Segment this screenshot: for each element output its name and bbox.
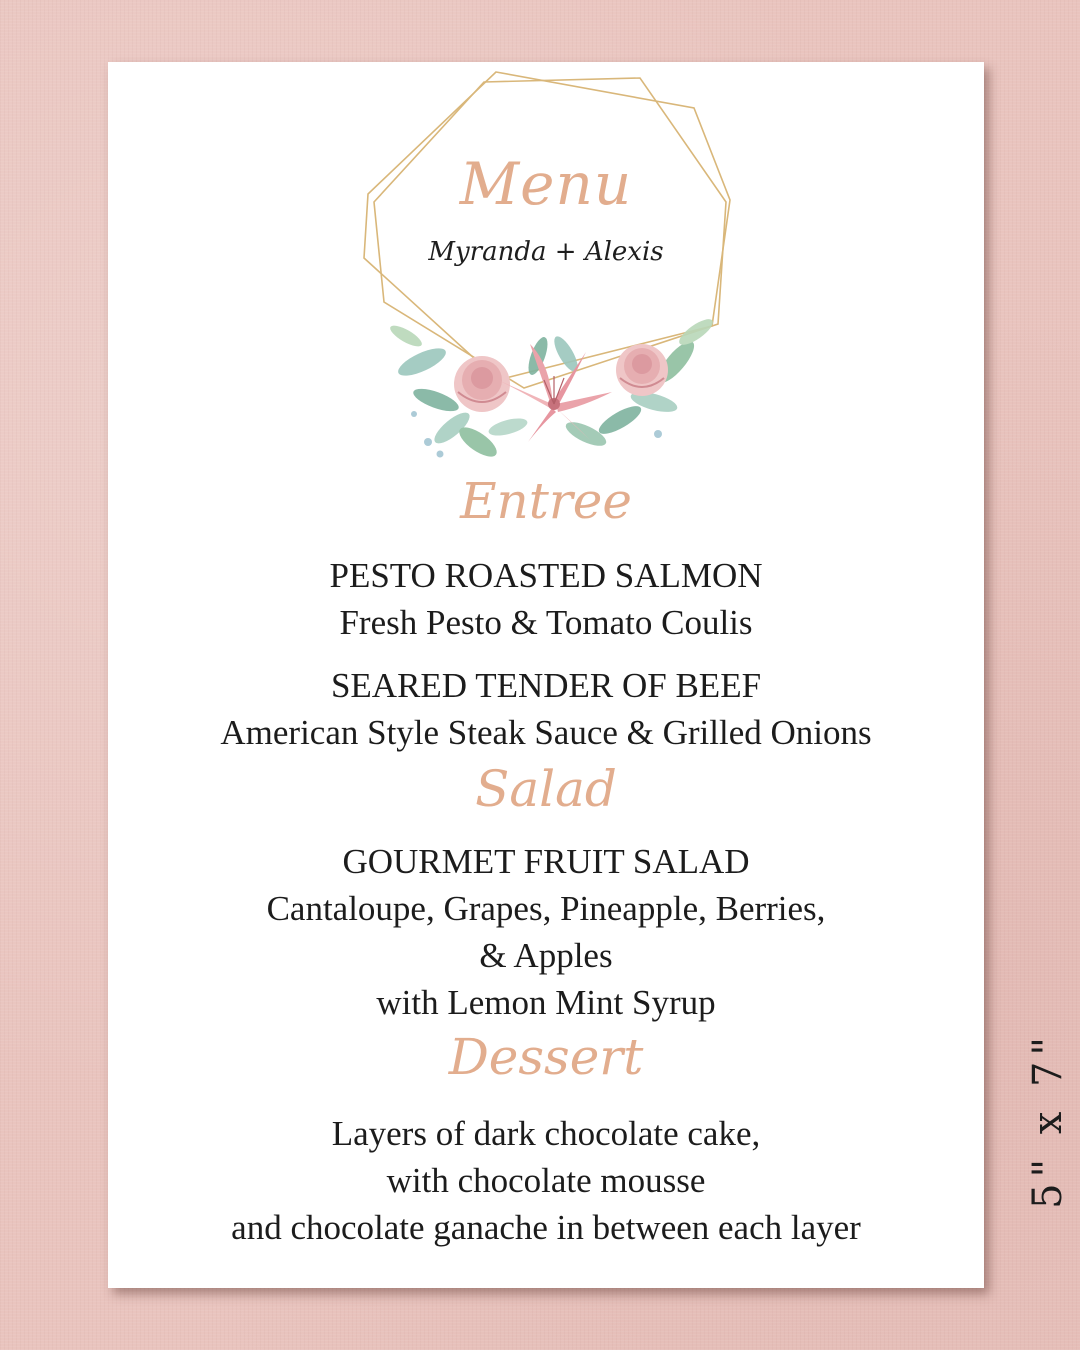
floral-geometric-emblem	[358, 62, 738, 472]
salad-line-3: with Lemon Mint Syrup	[376, 983, 716, 1022]
couple-names: Myranda + Alexis	[428, 237, 664, 267]
entree-item-2-description: American Style Steak Sauce & Grilled Onions	[220, 713, 872, 752]
salad-name: GOURMET FRUIT SALAD	[342, 842, 750, 881]
dessert-line-2: with chocolate mousse	[386, 1161, 706, 1200]
peony-left	[454, 356, 510, 412]
size-label: 5" x 7"	[1025, 1031, 1071, 1209]
menu-card	[108, 62, 984, 1288]
peony-right	[616, 344, 668, 396]
salad-line-1: Cantaloupe, Grapes, Pineapple, Berries,	[266, 889, 826, 928]
salad-line-2: & Apples	[479, 936, 613, 975]
dessert-line-1: Layers of dark chocolate cake,	[331, 1114, 761, 1153]
gold-frame-inner	[374, 78, 726, 388]
entree-item-2-name: SEARED TENDER OF BEEF	[330, 666, 762, 705]
section-heading-entree: Entree	[460, 472, 632, 530]
menu-title: Menu	[459, 150, 633, 218]
entree-item-1-description: Fresh Pesto & Tomato Coulis	[339, 603, 753, 642]
section-heading-dessert: Dessert	[448, 1028, 644, 1086]
gold-frame-outer	[364, 72, 730, 380]
entree-item-1-name: PESTO ROASTED SALMON	[329, 556, 763, 595]
dessert-line-3: and chocolate ganache in between each layer	[231, 1208, 861, 1247]
section-heading-salad: Salad	[475, 760, 617, 818]
